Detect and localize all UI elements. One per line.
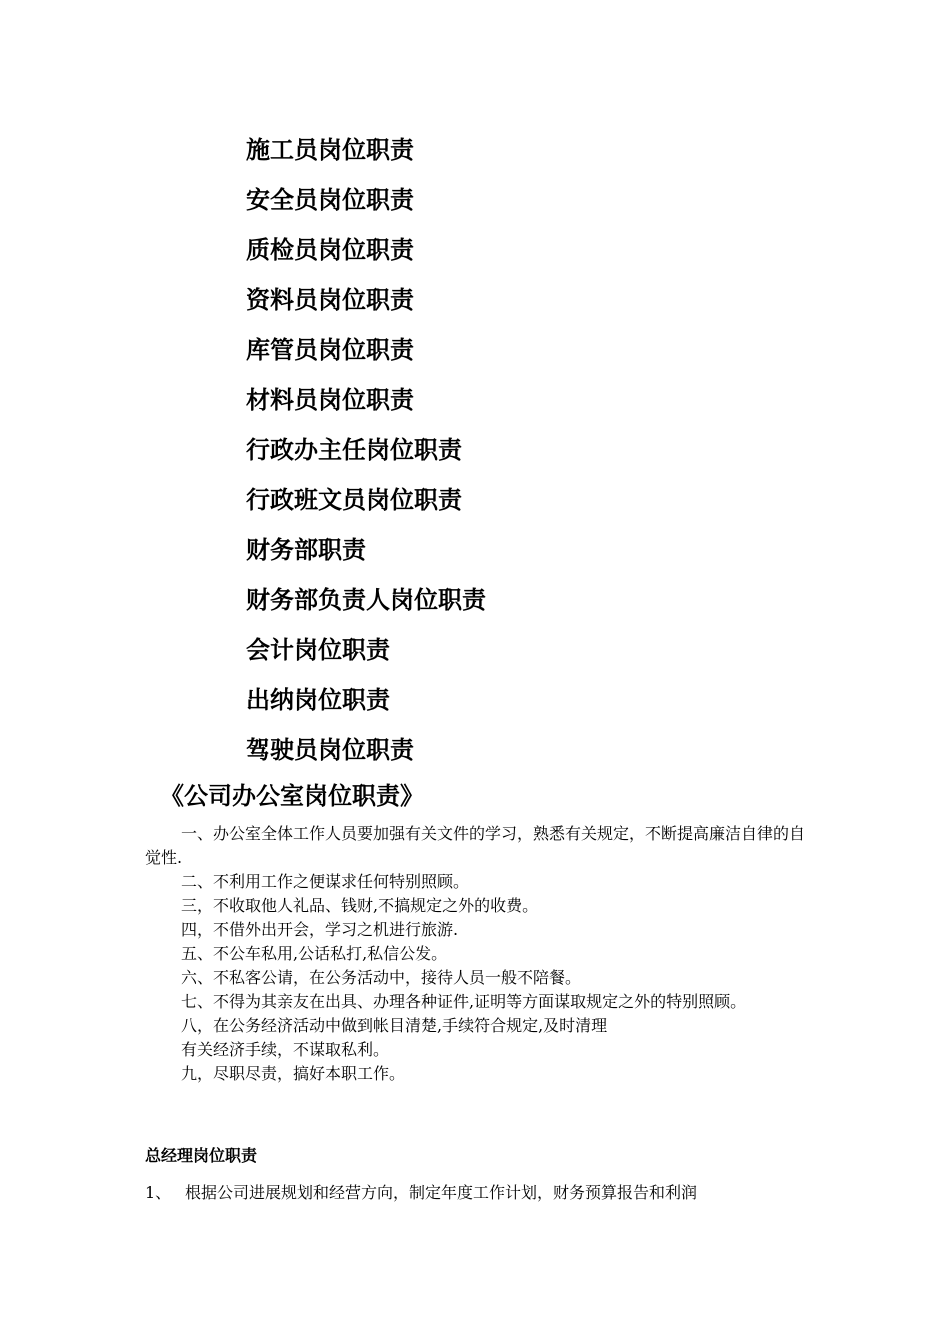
office-paragraph: 三，不收取他人礼品、钱财,不搞规定之外的收费。 bbox=[181, 896, 539, 915]
toc-item: 驾驶员岗位职责 bbox=[246, 735, 414, 764]
office-paragraph: 有关经济手续，不谋取私利。 bbox=[181, 1040, 390, 1059]
manager-item-text: 根据公司进展规划和经营方向，制定年度工作计划，财务预算报告和利润 bbox=[185, 1183, 698, 1202]
toc-item: 施工员岗位职责 bbox=[246, 135, 414, 164]
toc-item: 质检员岗位职责 bbox=[246, 235, 414, 264]
toc-list bbox=[246, 130, 486, 780]
office-paragraph: 五、不公车私用,公话私打,私信公发。 bbox=[181, 944, 448, 963]
toc-item: 会计岗位职责 bbox=[246, 635, 390, 664]
toc-item: 库管员岗位职责 bbox=[246, 335, 414, 364]
office-paragraph: 一、办公室全体工作人员要加强有关文件的学习，熟悉有关规定，不断提高廉洁自律的自觉性. bbox=[145, 824, 806, 867]
office-paragraph: 二、不利用工作之便谋求任何特别照顾。 bbox=[181, 872, 470, 891]
toc-item: 财务部职责 bbox=[246, 535, 366, 564]
toc-item: 资料员岗位职责 bbox=[246, 285, 414, 314]
manager-list-item bbox=[145, 1180, 810, 1206]
toc-item: 安全员岗位职责 bbox=[246, 185, 414, 214]
office-section-title: 《公司办公室岗位职责》 bbox=[160, 781, 424, 810]
office-paragraph: 九，尽职尽责，搞好本职工作。 bbox=[181, 1064, 406, 1083]
office-paragraph: 八，在公务经济活动中做到帐目清楚,手续符合规定,及时清理 bbox=[181, 1016, 608, 1035]
toc-item: 材料员岗位职责 bbox=[246, 385, 414, 414]
manager-section-title: 总经理岗位职责 bbox=[145, 1146, 258, 1165]
toc-item: 出纳岗位职责 bbox=[246, 685, 390, 714]
office-paragraph: 六、不私客公请，在公务活动中，接待人员一般不陪餐。 bbox=[181, 968, 582, 987]
toc-item: 财务部负责人岗位职责 bbox=[246, 585, 486, 614]
toc-item: 行政班文员岗位职责 bbox=[246, 485, 462, 514]
office-paragraph: 七、不得为其亲友在出具、办理各种证件,证明等方面谋取规定之外的特别照顾。 bbox=[181, 992, 747, 1011]
manager-item-number: 1、 bbox=[145, 1183, 172, 1202]
office-paragraph: 四，不借外出开会，学习之机进行旅游. bbox=[181, 920, 459, 939]
toc-item: 行政办主任岗位职责 bbox=[246, 435, 462, 464]
office-section-body bbox=[145, 822, 810, 1086]
